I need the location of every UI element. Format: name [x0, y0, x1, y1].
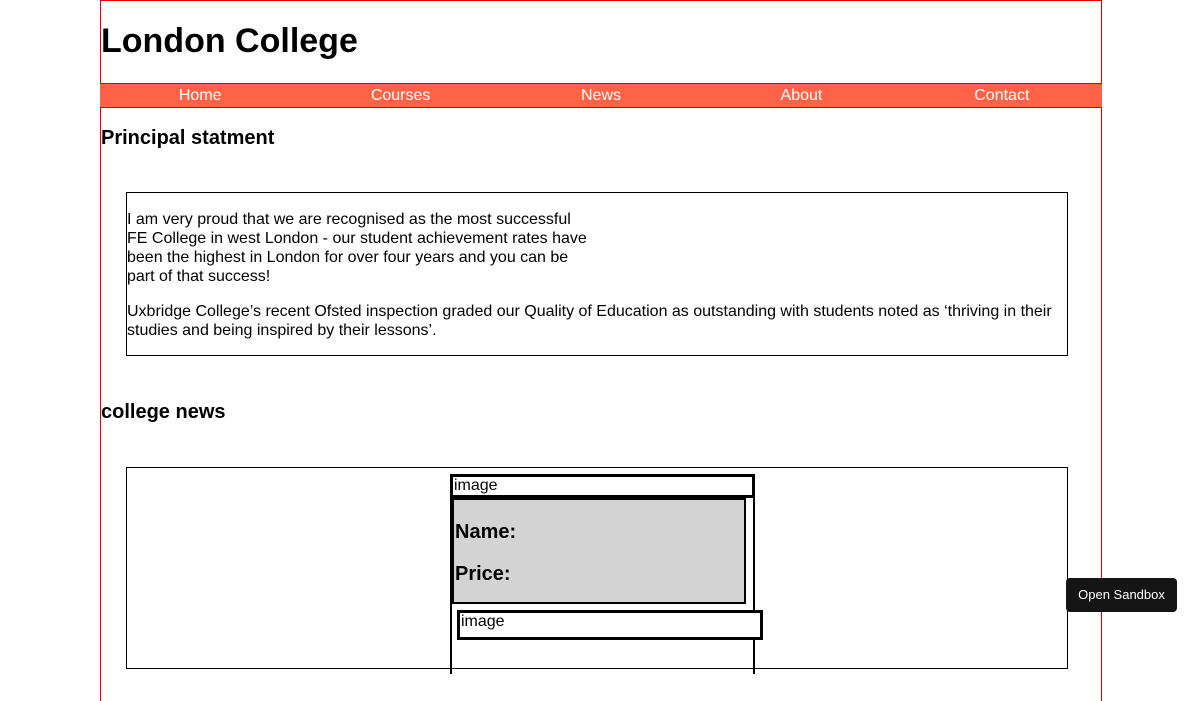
nav-item-about[interactable]: About — [780, 87, 823, 104]
news-card-info — [452, 498, 746, 604]
news-card-column — [450, 474, 755, 674]
principal-statement-box — [126, 192, 1068, 356]
news-card-price-label: Price: — [455, 563, 511, 585]
news-card-name-label: Name: — [455, 521, 517, 543]
principal-statement-heading: Principal statment — [101, 127, 275, 149]
page-container — [100, 0, 1102, 701]
main-nav — [100, 83, 1102, 108]
site-title: London College — [101, 22, 358, 60]
nav-item-contact[interactable]: Contact — [974, 87, 1030, 104]
open-sandbox-button[interactable]: Open Sandbox — [1066, 578, 1177, 612]
college-news-box — [126, 467, 1068, 669]
nav-item-news[interactable]: News — [581, 87, 622, 104]
statement-paragraph-1: I am very proud that we are recognised as the most successful FE College in west London - our student achievement rates have been the highest in London for over four years and you can be part of that success! — [127, 211, 587, 285]
nav-item-courses[interactable]: Courses — [370, 87, 431, 104]
news-card-image-placeholder: image — [450, 474, 755, 498]
college-news-heading: college news — [101, 401, 226, 423]
news-card-image-placeholder-2: image — [457, 610, 763, 640]
statement-paragraph-2: Uxbridge College’s recent Ofsted inspection graded our Quality of Education as outstanding with students noted as ‘thriving in their studies and being inspired by their lessons’. — [127, 303, 1052, 339]
nav-item-home[interactable]: Home — [178, 87, 222, 104]
